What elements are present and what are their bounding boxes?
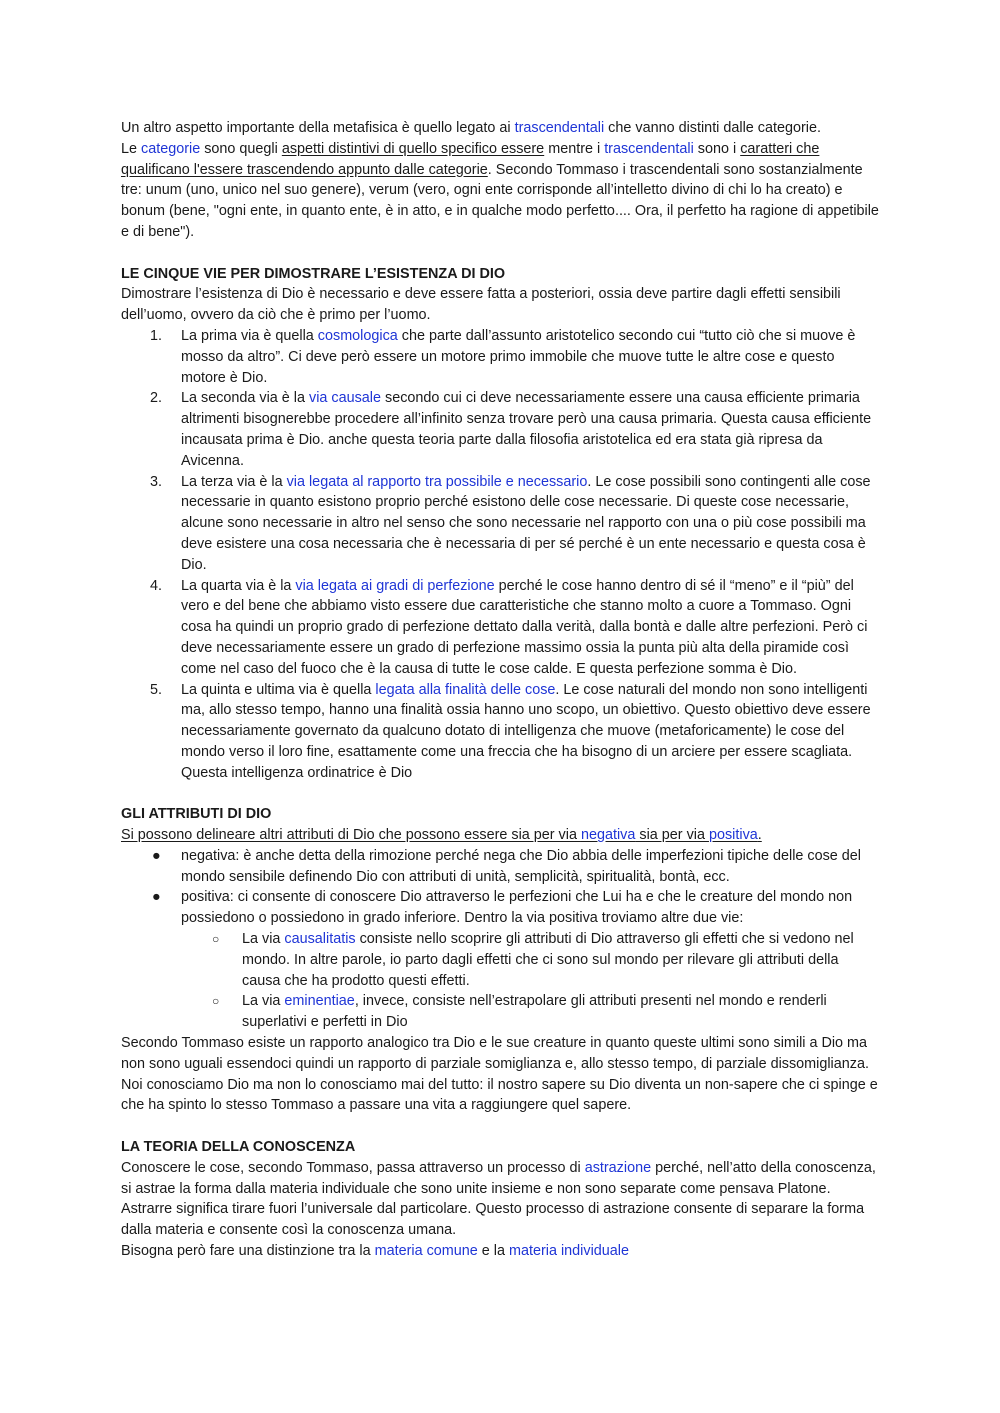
list-text: secondo cui ci deve necessariamente essere una causa efficiente primaria altrimenti bisognerebbe procedere all’infinito senza trovare però una causa primaria. Questa causa efficiente incausata prima è Dio. anche questa teoria parte dalla filosofia aristotelica ed era stata già ripresa da Avicenna. [181, 390, 872, 469]
attributi-intro-text: . [757, 827, 762, 844]
link-cosmologica[interactable]: cosmologica [317, 327, 398, 344]
intro-text: sono quegli [200, 140, 282, 157]
list-text: La quinta e ultima via è quella [181, 681, 376, 698]
list-item [152, 887, 880, 1033]
intro-text: mentre i [544, 140, 605, 157]
link-trascendentali-2[interactable]: trascendentali [604, 140, 694, 157]
link-materia-comune[interactable]: materia comune [374, 1243, 478, 1260]
attributi-list [121, 846, 880, 1033]
list-number: 5. [150, 681, 163, 698]
paragraph-text: Conoscere le cose, secondo Tommaso, passa attraverso un processo di [121, 1159, 585, 1176]
intro-text: . Secondo Tommaso i trascendentali sono sostanzialmente tre: unum (uno, unico nel suo genere), verum (vero, ogni ente corrisponde all’intelletto divino di chi lo ha creato) e bonum (bene, "ogni ente, in quanto ente, è in atto, e in qualche modo perfetto.... Ora, il perfetto ha ragione di appetibile e di bene"). [121, 161, 879, 240]
link-negativa[interactable]: negativa [580, 827, 636, 844]
intro-text: Un altro aspetto importante della metafisica è quello legato ai [121, 120, 515, 136]
list-text: La via [242, 993, 285, 1010]
intro-paragraph [121, 118, 880, 243]
list-item [150, 326, 880, 388]
list-item [150, 388, 880, 471]
link-eminentiae[interactable]: eminentiae [284, 993, 355, 1010]
link-trascendentali[interactable]: trascendentali [514, 120, 605, 136]
list-number: 1. [150, 327, 163, 344]
link-positiva[interactable]: positiva [708, 827, 758, 844]
conoscenza-paragraph-2 [121, 1241, 880, 1262]
list-text: positiva: ci consente di conoscere Dio attraverso le perfezioni che Lui ha e che le creature del mondo non possiedono o possiedono in grado inferiore. Dentro la via positiva troviamo altre due vie: [181, 889, 853, 927]
list-text: perché le cose hanno dentro di sé il “meno” e il “più” del vero e del bene che abbiamo visto essere due caratteristiche che stanno molto a cuore a Tommaso. Ogni cosa ha quindi un proprio grado di perfezione dettato dalla verità, dalla bontà e dalle altre perfezioni. Però ci deve necessariamente essere un grado di perfezione massimo ossia la punta più alta della piramide così come nel caso del fuoco che è la causa di tutte le cose calde. E questa perfezione somma è Dio. [181, 577, 868, 677]
list-text: La quarta via è la [181, 577, 296, 594]
list-text: La terza via è la [181, 473, 287, 490]
list-text: , invece, consiste nell’estrapolare gli attributi presenti nel mondo e renderli superlativi e perfetti in Dio [242, 993, 827, 1031]
list-item [150, 576, 880, 680]
sub-list-item [212, 929, 880, 991]
link-causalitatis[interactable]: causalitatis [284, 931, 356, 948]
list-item [152, 846, 880, 888]
bullet-icon: ● [152, 889, 161, 906]
attributi-intro-text: sia per via [635, 827, 709, 844]
paragraph-text: Bisogna però fare una distinzione tra la [121, 1243, 375, 1260]
paragraph-text: e la [477, 1243, 509, 1260]
link-categorie[interactable]: categorie [141, 140, 201, 157]
list-number: 2. [150, 390, 163, 407]
list-text: negativa: è anche detta della rimozione perché nega che Dio abbia delle imperfezioni tipiche delle cose del mondo sensibile definendo Dio con attributi di unità, semplicità, spiritualità, bontà, ecc. [181, 847, 861, 885]
list-text: che parte dall’assunto aristotelico secondo cui “tutto ciò che si muove è mosso da altro”. Ci deve però essere un motore primo immobile che muove tutte le altre cose e questo motore è Dio. [181, 327, 856, 386]
cinque-vie-intro: Dimostrare l’esistenza di Dio è necessario e deve essere fatta a posteriori, ossia deve partire dagli effetti sensibili dell’uomo, ovvero da ciò che è primo per l’uomo. [121, 286, 841, 324]
intro-text: sono i [693, 140, 741, 157]
sub-list-item [212, 991, 880, 1033]
list-text: . Le cose naturali del mondo non sono intelligenti ma, allo stesso tempo, hanno una finalità ossia hanno uno scopo, un obiettivo. Questo obiettivo deve essere necessariamente governato da qualcuno dotato di intelligenza che muove (metaforicamente) le cose del mondo verso il loro fine, esattamente come una freccia che ha bisogno di un arciere per essere scagliata. Questa intelligenza ordinatrice è Dio [181, 681, 871, 781]
attributi-intro [121, 825, 880, 846]
heading-conoscenza: LA TEORIA DELLA CONOSCENZA [121, 1139, 356, 1156]
link-via-causale[interactable]: via causale [309, 390, 382, 407]
intro-text: Le [121, 140, 142, 157]
link-materia-individuale[interactable]: materia individuale [508, 1243, 629, 1260]
paragraph-text: perché, nell’atto della conoscenza, si astrae la forma dalla materia individuale che sono unite insieme e non sono separate come pensava Platone. Astrarre significa tirare fuori l’universale dal particolare. Questo processo di astrazione consente di separare la forma dalla materia e consente così la conoscenza umana. [121, 1159, 876, 1239]
list-text: La seconda via è la [181, 390, 310, 407]
heading-cinque-vie: LE CINQUE VIE PER DIMOSTRARE L’ESISTENZA DI DIO [121, 265, 506, 282]
list-text: consiste nello scoprire gli attributi di Dio attraverso gli effetti che si vedono nel mondo. In altre parole, io parto dagli effetti che ci sono sul mondo per rilevare gli attributi della causa che ha prodotto questi effetti. [242, 931, 854, 989]
list-text: . Le cose possibili sono contingenti alle cose necessarie in quanto esistono proprio perché esistono delle cose necessarie. Di queste cose necessarie, alcune sono necessarie in altro nel senso che sono necessarie nel rapporto con una o più cose possibili ma deve esistere una cosa necessaria che è necessaria di per sé perché è un ente necessario e questa cosa è Dio. [181, 473, 871, 573]
list-text: La via [242, 931, 285, 948]
circle-bullet-icon: ○ [212, 994, 220, 1009]
underlined-phrase: aspetti distintivi di quello specifico essere [281, 140, 545, 157]
list-number: 3. [150, 473, 163, 490]
list-item [150, 472, 880, 576]
attributi-intro-text: Si possono delineare altri attributi di Dio che possono essere sia per via [121, 827, 581, 844]
underlined-phrase: caratteri che qualificano l'essere trascendendo appunto dalle categorie [121, 140, 820, 178]
link-possibile-necessario[interactable]: via legata al rapporto tra possibile e necessario [286, 473, 588, 490]
link-finalita[interactable]: legata alla finalità delle cose [375, 681, 556, 698]
link-astrazione[interactable]: astrazione [584, 1159, 652, 1176]
attributi-closing: Secondo Tommaso esiste un rapporto analogico tra Dio e le sue creature in quanto queste ultimi sono simili a Dio ma non sono uguali essendoci quindi un rapporto di parziale somiglianza e, allo stesso tempo, di parziale dissomiglianza. Noi conosciamo Dio ma non lo conosciamo mai del tutto: il nostro sapere su Dio diventa un non-sapere che ci spinge e che ha spinto lo stesso Tommaso a passare una vita a raggiungere quel sapere. [121, 1035, 878, 1114]
list-text: La prima via è quella [181, 327, 318, 344]
link-gradi-perfezione[interactable]: via legata ai gradi di perfezione [295, 577, 495, 594]
cinque-vie-list [121, 326, 880, 784]
circle-bullet-icon: ○ [212, 932, 220, 947]
conoscenza-paragraph [121, 1158, 880, 1241]
sub-list [181, 929, 880, 1033]
list-item [150, 680, 880, 784]
heading-attributi: GLI ATTRIBUTI DI DIO [121, 806, 272, 823]
intro-text: che vanno distinti dalle categorie. [604, 120, 821, 136]
list-number: 4. [150, 577, 163, 594]
bullet-icon: ● [152, 847, 161, 864]
